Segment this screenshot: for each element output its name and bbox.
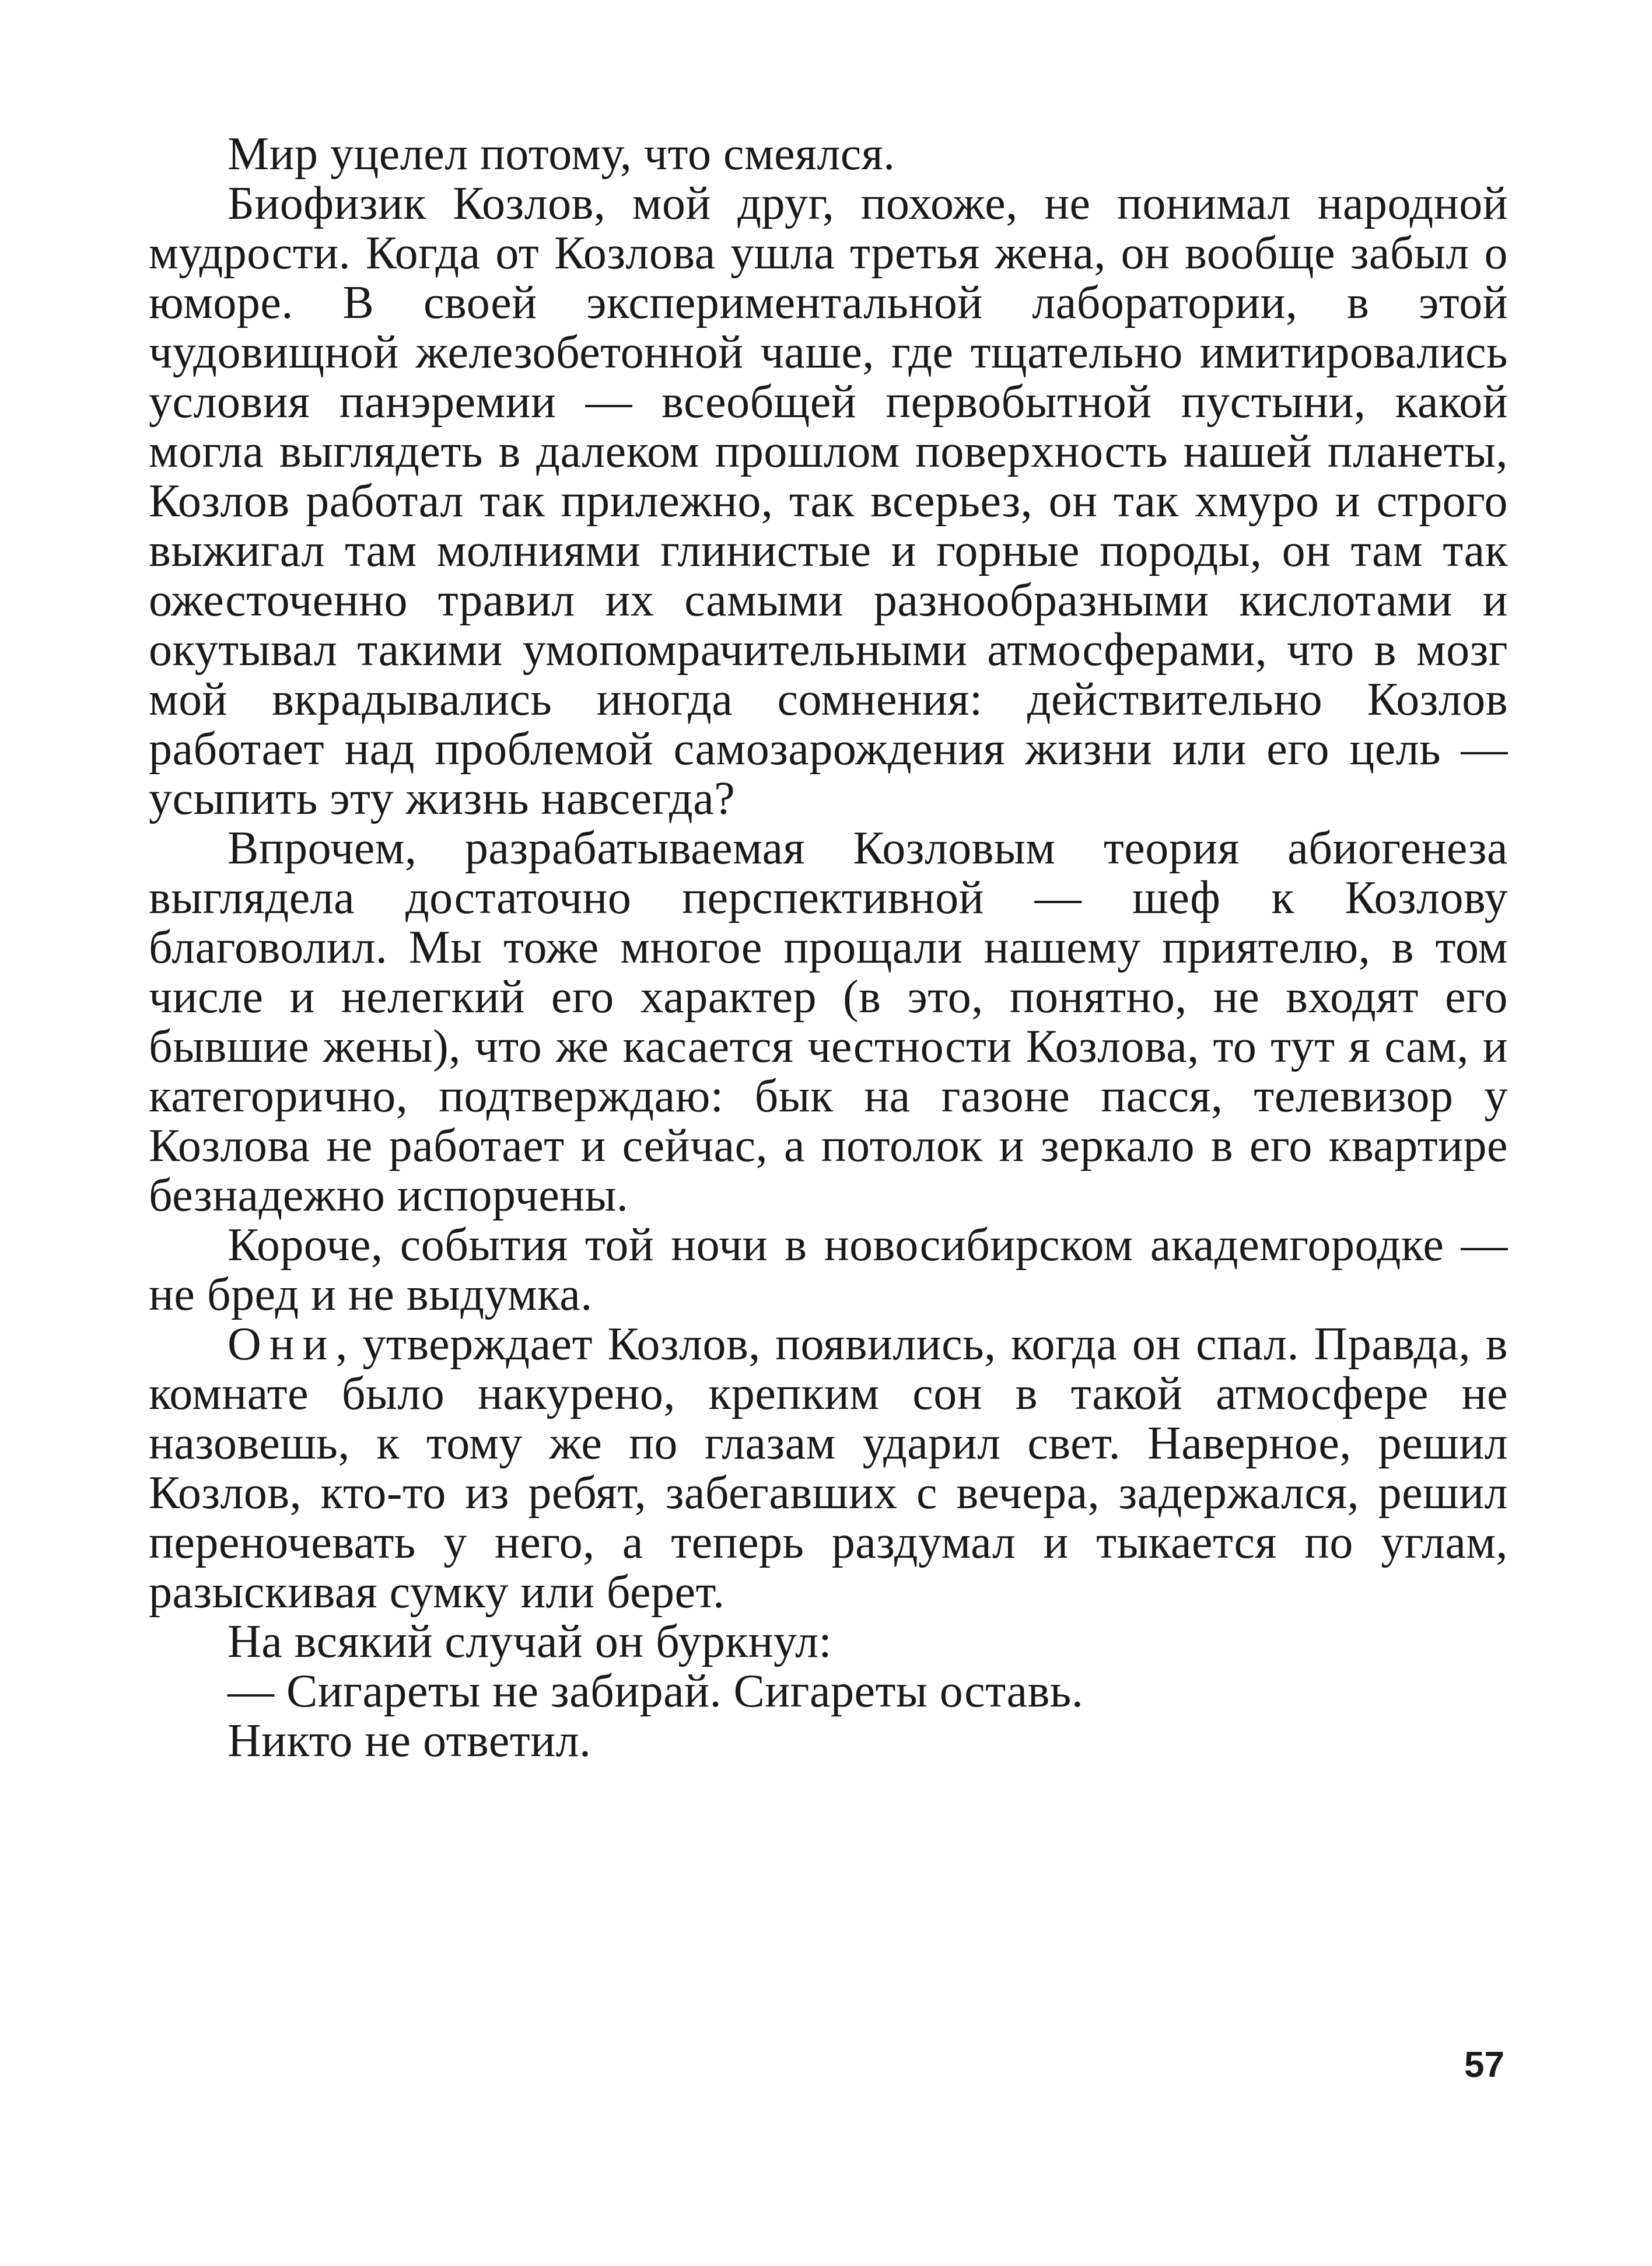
paragraph-7: — Сигареты не забирай. Сигареты оставь. [228,1666,1084,1717]
paragraph-2: Биофизик Козлов, мой друг, похоже, не понимал народной мудрости. Когда от Козлова ушла третья жена, он вообще забыл о юморе. В своей экспериментальной лаборатории, в этой чудовищной железобетонной чаше, где тщательно имитировались условия панэремии — всеобщей первобытной пустыни, какой могла выглядеть в далеком прошлом поверхность нашей планеты, Козлов работал так прилежно, так всерьез, он так хмуро и строго выжигал там молниями глинистые и горные породы, он там так ожесточенно травил их самыми разнообразными кислотами и окутывал такими умопомрачительными атмосферами, что в мозг мой вкрадывались иногда сомнения: действительно Козлов работает над проблемой самозарождения жизни или его цель — усыпить эту жизнь навсегда? [149,178,1508,824]
page-number: 57 [1464,2045,1504,2085]
paragraph-5 [149,1320,1508,1617]
paragraph-1: Мир уцелел потому, что смеялся. [228,128,895,180]
paragraph-5-rest: , утверждает Козлов, появились, когда он спал. Правда, в комнате было накурено, крепким сон в такой атмосфере не назовешь, к тому же по глазам ударил свет. Наверное, решил Козлов, кто-то из ребят, забегавших с вечера, задержался, решил переночевать у него, а теперь раздумал и тыкается по углам, разыскивая сумку или берет. [149,1319,1508,1618]
paragraph-4: Короче, события той ночи в новосибирском академгородке — не бред и не выдумка. [149,1219,1508,1320]
paragraph-6: На всякий случай он буркнул: [228,1616,832,1667]
book-page-text [149,130,1508,1766]
paragraph-3: Впрочем, разрабатываемая Козловым теория абиогенеза выглядела достаточно перспективной — шеф к Козлову благоволил. Мы тоже многое прощали нашему приятелю, в том числе и нелегкий его характер (в это, понятно, не входят его бывшие жены), что же касается честности Козлова, то тут я сам, и категорично, подтверждаю: бык на газоне пасся, телевизор у Козлова не работает и сейчас, а потолок и зеркало в его квартире безнадежно испорчены. [149,823,1508,1221]
spaced-emphasis-word: Они [228,1319,336,1370]
paragraph-8: Никто не ответил. [228,1715,592,1767]
